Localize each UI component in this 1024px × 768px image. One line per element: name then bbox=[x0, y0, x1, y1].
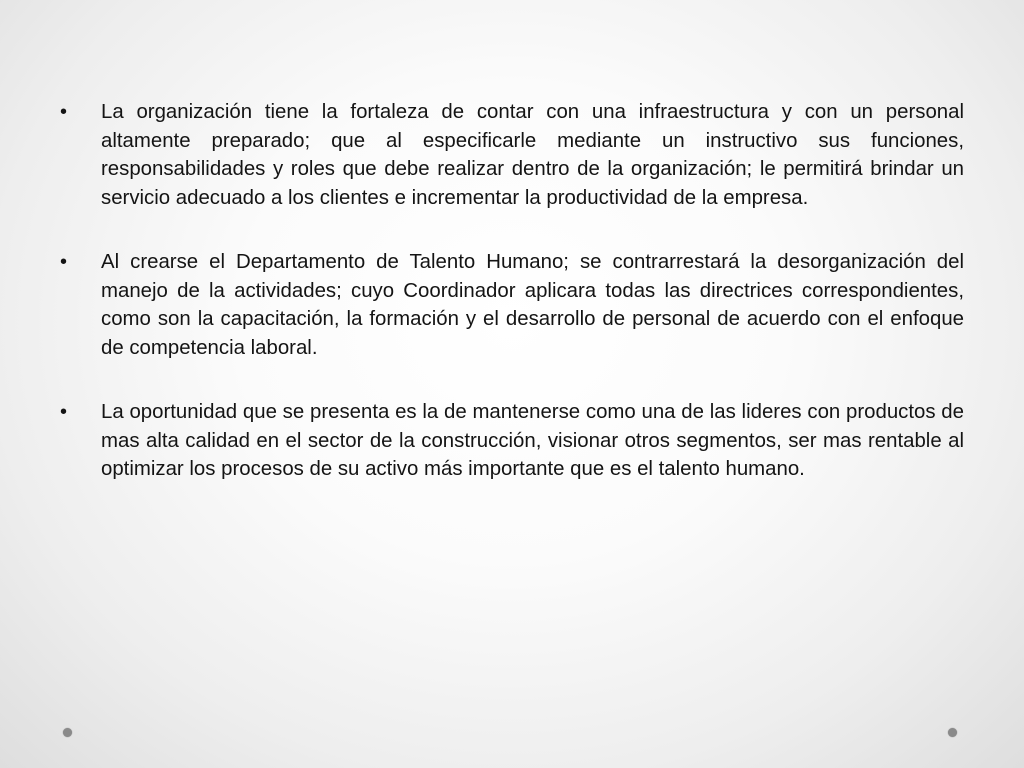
bullet-item bbox=[60, 98, 964, 212]
bullet-text: Al crearse el Departamento de Talento Humano; se contrarrestará la desorganización del manejo de la actividades; cuyo Coordinador aplicara todas las directrices correspondientes, como son la capacitación, la formación y el desarrollo de personal de acuerdo con el enfoque de competencia laboral. bbox=[101, 251, 964, 359]
bullet-item bbox=[60, 398, 964, 484]
bullet-list bbox=[60, 98, 964, 484]
bullet-item bbox=[60, 248, 964, 362]
bullet-dot-icon: • bbox=[60, 251, 68, 273]
bullet-dot-icon: • bbox=[60, 101, 68, 123]
bullet-text: La organización tiene la fortaleza de contar con una infraestructura y con un personal altamente preparado; que al especificarle mediante un instructivo sus funciones, responsabilidades y roles que debe realizar dentro de la organización; le permitirá brindar un servicio adecuado a los clientes e incrementar la productividad de la empresa. bbox=[101, 101, 964, 209]
bullet-dot-icon: • bbox=[60, 401, 68, 423]
corner-dot-icon bbox=[948, 728, 957, 737]
corner-dot-icon bbox=[63, 728, 72, 737]
bullet-text: La oportunidad que se presenta es la de mantenerse como una de las lideres con productos de mas alta calidad en el sector de la construcción, visionar otros segmentos, ser mas rentable al optimizar los procesos de su activo más importante que es el talento humano. bbox=[101, 401, 964, 480]
